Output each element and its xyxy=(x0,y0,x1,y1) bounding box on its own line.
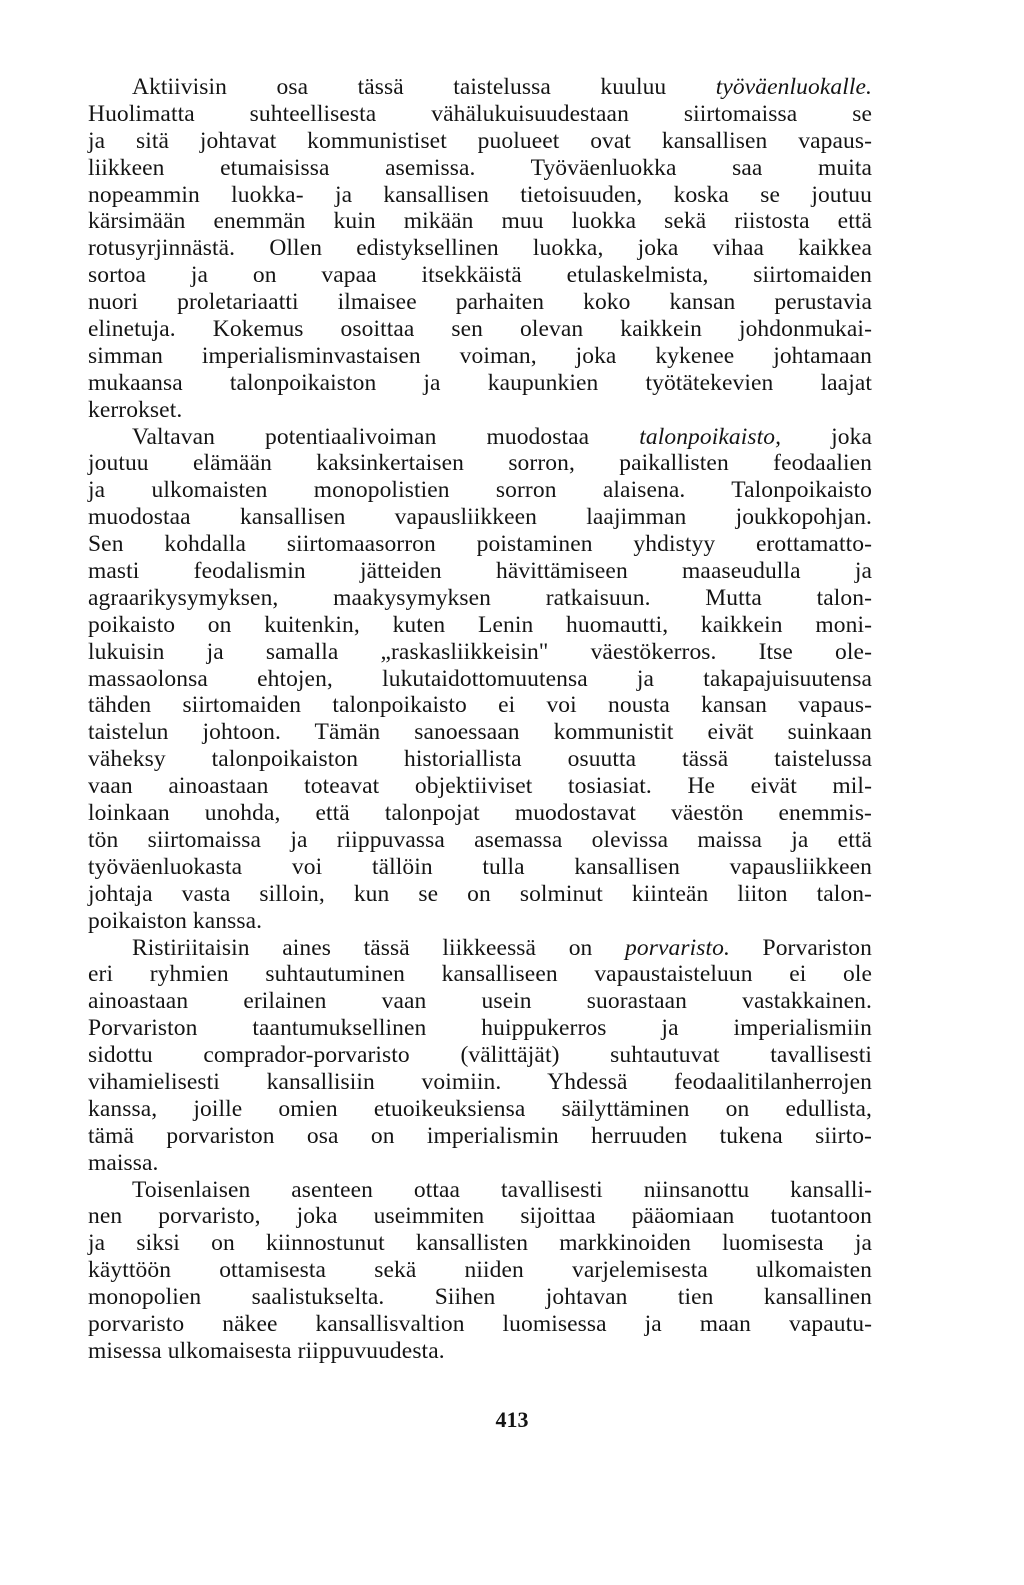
text-line: johtaja vasta silloin, kun se on solminut kiinteän liiton talon- xyxy=(88,880,872,907)
text-line: Toisenlaisen asenteen ottaa tavallisesti niinsanottu kansalli- xyxy=(132,1176,872,1203)
text-line: tähden siirtomaiden talonpoikaisto ei voi nousta kansan vapaus- xyxy=(88,692,872,719)
text-line: ja sitä johtavat kommunistiset puolueet ovat kansallisen vapaus- xyxy=(88,127,872,154)
text-line: poikaisto on kuitenkin, kuten Lenin huomautti, kaikkein moni- xyxy=(88,611,872,638)
text-line: kerrokset. xyxy=(88,396,183,423)
text-line: Huolimatta suhteellisesta vähälukuisuudestaan siirtomaissa se xyxy=(88,100,872,127)
text-line: Aktiivisin osa tässä taistelussa kuuluu työväenluokalle. xyxy=(132,74,872,100)
text-line: ainoastaan erilainen vaan usein suorastaan vastakkainen. xyxy=(88,988,872,1015)
text-line: rotusyrjinnästä. Ollen edistyksellinen luokka, joka vihaa kaikkea xyxy=(88,235,872,262)
page-number: 413 xyxy=(495,1407,529,1432)
text-line: poikaiston kanssa. xyxy=(88,907,263,934)
text-line: tön siirtomaissa ja riippuvassa asemassa olevissa maissa ja että xyxy=(88,826,872,853)
text-line: tämä porvariston osa on imperialismin herruuden tukena siirto- xyxy=(88,1122,872,1149)
text-line: loinkaan unohda, että talonpojat muodostavat väestön enemmis- xyxy=(88,800,872,827)
text-line: kanssa, joille omien etuoikeuksiensa säilyttäminen on edullista, xyxy=(88,1095,872,1122)
text-line: porvaristo näkee kansallisvaltion luomisessa ja maan vapautu- xyxy=(88,1310,872,1337)
text-line: nopeammin luokka- ja kansallisen tietoisuuden, koska se joutuu xyxy=(88,181,872,208)
text-line: monopolien saalistukselta. Siihen johtavan tien kansallinen xyxy=(88,1284,872,1311)
text-line: misessa ulkomaisesta riippuvuudesta. xyxy=(88,1337,445,1364)
text-line: sidottu comprador-porvaristo (välittäjät) suhtautuvat tavallisesti xyxy=(88,1042,872,1069)
text-line: mukaansa talonpoikaiston ja kaupunkien työtätekevien laajat xyxy=(88,369,872,396)
text-line: käyttöön ottamisesta sekä niiden varjelemisesta ulkomaisten xyxy=(88,1257,872,1284)
text-line: työväenluokasta voi tällöin tulla kansallisen vapausliikkeen xyxy=(88,853,872,880)
paragraph xyxy=(88,1177,872,1365)
text-line: liikkeen etumaisissa asemissa. Työväenluokka saa muita xyxy=(88,154,872,181)
text-line: Porvariston taantumuksellinen huippukerros ja imperialismiin xyxy=(88,1015,872,1042)
page-body xyxy=(88,74,872,1365)
paragraph xyxy=(88,935,872,1177)
text-line: elinetuja. Kokemus osoittaa sen olevan kaikkein johdonmukai- xyxy=(88,316,872,343)
text-line: eri ryhmien suhtautuminen kansalliseen vapaustaisteluun ei ole xyxy=(88,961,872,988)
text-line: agraarikysymyksen, maakysymyksen ratkaisuun. Mutta talon- xyxy=(88,584,872,611)
text-line: joutuu elämään kaksinkertaisen sorron, paikallisten feodaalien xyxy=(88,450,872,477)
paragraph xyxy=(88,424,872,935)
text-line: nen porvaristo, joka useimmiten sijoittaa pääomiaan tuotantoon xyxy=(88,1203,872,1230)
text-line: sortoa ja on vapaa itsekkäistä etulaskelmista, siirtomaiden xyxy=(88,262,872,289)
text-line: väheksy talonpoikaiston historiallista osuutta tässä taistelussa xyxy=(88,746,872,773)
text-line: muodostaa kansallisen vapausliikkeen laajimman joukkopohjan. xyxy=(88,504,872,531)
text-line: ja ulkomaisten monopolistien sorron alaisena. Talonpoikaisto xyxy=(88,477,872,504)
text-line: nuori proletariaatti ilmaisee parhaiten koko kansan perustavia xyxy=(88,289,872,316)
text-line: Valtavan potentiaalivoiman muodostaa talonpoikaisto, joka xyxy=(132,423,872,450)
text-line: vihamielisesti kansallisiin voimiin. Yhdessä feodaalitilanherrojen xyxy=(88,1068,872,1095)
text-line: masti feodalismin jätteiden hävittämiseen maaseudulla ja xyxy=(88,558,872,585)
text-line: taistelun johtoon. Tämän sanoessaan kommunistit eivät suinkaan xyxy=(88,719,872,746)
text-line: lukuisin ja samalla „raskasliikkeisin" väestökerros. Itse ole- xyxy=(88,638,872,665)
text-line: vaan ainoastaan toteavat objektiiviset tosiasiat. He eivät mil- xyxy=(88,773,872,800)
text-line: maissa. xyxy=(88,1149,159,1176)
text-line: massaolonsa ehtojen, lukutaidottomuutensa ja takapajuisuutensa xyxy=(88,665,872,692)
text-line: kärsimään enemmän kuin mikään muu luokka sekä riistosta että xyxy=(88,208,872,235)
text-line: Ristiriitaisin aines tässä liikkeessä on porvaristo. Porvariston xyxy=(132,934,872,961)
text-line: ja siksi on kiinnostunut kansallisten markkinoiden luomisesta ja xyxy=(88,1230,872,1257)
paragraph xyxy=(88,74,872,424)
text-line: Sen kohdalla siirtomaasorron poistaminen yhdistyy erottamatto- xyxy=(88,531,872,558)
text-line: simman imperialisminvastaisen voiman, joka kykenee johtamaan xyxy=(88,342,872,369)
